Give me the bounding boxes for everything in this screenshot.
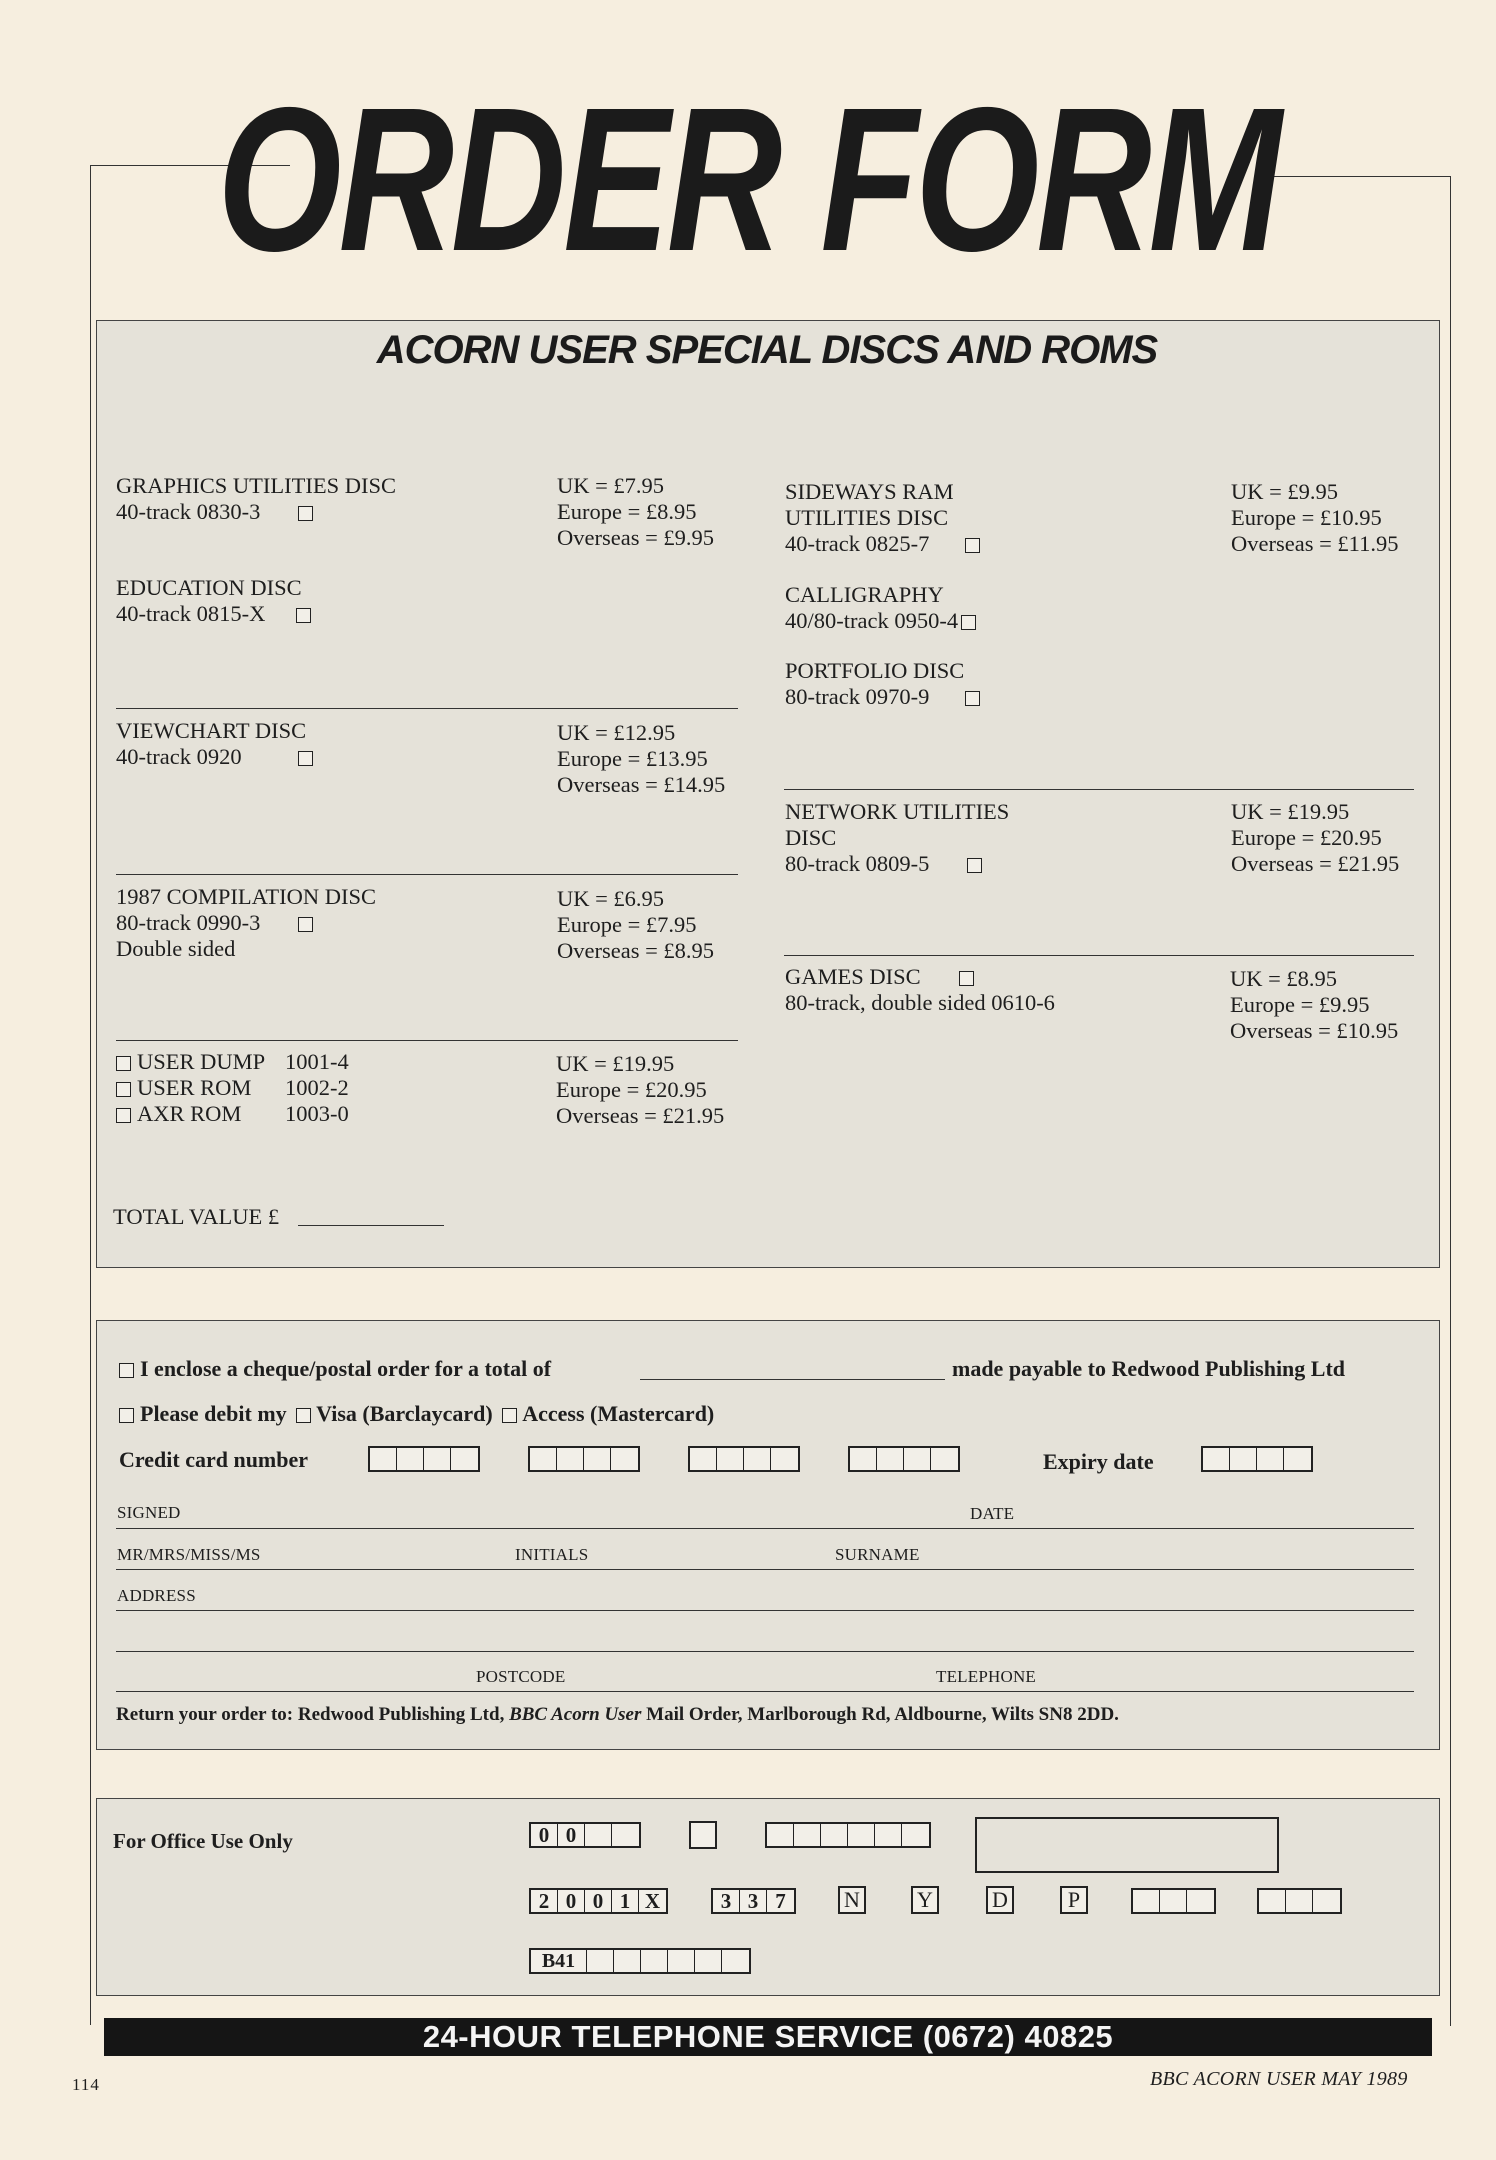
compilation-checkbox[interactable] — [298, 917, 313, 932]
initials-label: INITIALS — [515, 1545, 589, 1564]
card-number-group-2[interactable] — [528, 1446, 640, 1472]
total-value-field[interactable] — [298, 1225, 444, 1226]
education-checkbox[interactable] — [296, 608, 311, 623]
product-code: 80-track 0970-9 — [785, 684, 930, 709]
games-checkbox[interactable] — [959, 971, 974, 986]
price-overseas: Overseas = £10.95 — [1230, 1018, 1399, 1043]
product-viewchart — [116, 718, 313, 770]
product-name: GAMES DISC — [785, 964, 921, 989]
price-uk: UK = £19.95 — [1231, 799, 1350, 824]
frame-right — [1450, 176, 1451, 2026]
office-cell: 3 — [713, 1890, 740, 1912]
price-overseas: Overseas = £21.95 — [556, 1103, 725, 1128]
office-cell: 0 — [531, 1824, 558, 1846]
card-number-group-3[interactable] — [688, 1446, 800, 1472]
product-name: 1987 COMPILATION DISC — [116, 884, 377, 909]
product-code: 40/80-track 0950-4 — [785, 608, 959, 633]
product-name-line2: UTILITIES DISC — [785, 505, 949, 530]
access-checkbox[interactable] — [502, 1408, 517, 1423]
price-europe: Europe = £9.95 — [1230, 992, 1370, 1017]
axr-rom-checkbox[interactable] — [116, 1108, 131, 1123]
product-code: 80-track 0809-5 — [785, 851, 930, 876]
cheque-checkbox[interactable] — [119, 1363, 134, 1378]
office-code-5[interactable] — [1131, 1888, 1216, 1914]
graphics-prices — [557, 473, 714, 551]
rom-code: 1003-0 — [285, 1101, 349, 1126]
product-name-line1: SIDEWAYS RAM — [785, 479, 954, 504]
office-code-6[interactable] — [1257, 1888, 1342, 1914]
signature-line[interactable] — [116, 1528, 1414, 1529]
postcode-telephone-line[interactable] — [116, 1691, 1414, 1692]
price-europe: Europe = £8.95 — [557, 499, 697, 524]
compilation-prices — [557, 886, 714, 964]
product-name-line1: NETWORK UTILITIES — [785, 799, 1010, 824]
calligraphy-checkbox[interactable] — [961, 615, 976, 630]
product-graphics — [116, 473, 396, 525]
product-name: GRAPHICS UTILITIES DISC — [116, 473, 397, 498]
page-title: ORDER FORM — [217, 65, 1279, 294]
card-number-group-1[interactable] — [368, 1446, 480, 1472]
product-education — [116, 575, 311, 627]
surname-label: SURNAME — [835, 1545, 920, 1564]
expiry-label: Expiry date — [1043, 1449, 1154, 1474]
address-line-2[interactable] — [116, 1651, 1414, 1652]
office-cell: 2 — [531, 1890, 558, 1912]
product-name: EDUCATION DISC — [116, 575, 302, 600]
expiry-date-field[interactable] — [1201, 1446, 1313, 1472]
access-label: Access (Mastercard) — [522, 1401, 715, 1426]
card-number-group-4[interactable] — [848, 1446, 960, 1472]
office-code-2[interactable] — [765, 1822, 931, 1848]
product-name: VIEWCHART DISC — [116, 718, 307, 743]
rom-name: USER DUMP — [137, 1049, 266, 1074]
office-large-box[interactable] — [975, 1817, 1279, 1873]
office-cell: 0 — [558, 1824, 585, 1846]
viewchart-prices — [557, 720, 725, 798]
visa-checkbox[interactable] — [296, 1408, 311, 1423]
return-address — [116, 1704, 1119, 1726]
office-cell: 3 — [740, 1890, 767, 1912]
product-name-line2: DISC — [785, 825, 837, 850]
rom-name: AXR ROM — [137, 1101, 242, 1126]
rom-code: 1002-2 — [285, 1075, 349, 1100]
total-value-label: TOTAL VALUE £ — [113, 1204, 280, 1229]
price-overseas: Overseas = £14.95 — [557, 772, 726, 797]
product-code: 40-track 0825-7 — [785, 531, 930, 556]
price-overseas: Overseas = £11.95 — [1231, 531, 1399, 556]
debit-row — [119, 1401, 714, 1427]
cheque-row — [119, 1356, 551, 1382]
price-europe: Europe = £20.95 — [1231, 825, 1382, 850]
price-uk: UK = £9.95 — [1231, 479, 1339, 504]
rom-code: 1001-4 — [285, 1049, 349, 1074]
price-europe: Europe = £7.95 — [557, 912, 697, 937]
cheque-label: I enclose a cheque/postal order for a total of — [140, 1356, 552, 1381]
price-uk: UK = £19.95 — [556, 1051, 675, 1076]
price-overseas: Overseas = £21.95 — [1231, 851, 1400, 876]
debit-checkbox[interactable] — [119, 1408, 134, 1423]
product-code: 80-track, double sided 0610-6 — [785, 990, 1055, 1015]
office-cell: B41 — [531, 1950, 587, 1972]
debit-label: Please debit my — [140, 1401, 287, 1426]
office-code-3[interactable] — [529, 1888, 668, 1914]
product-name: CALLIGRAPHY — [785, 582, 944, 607]
telephone-label: TELEPHONE — [936, 1667, 1037, 1686]
product-roms — [116, 1049, 349, 1127]
price-europe: Europe = £20.95 — [556, 1077, 707, 1102]
price-europe: Europe = £13.95 — [557, 746, 708, 771]
section-heading: ACORN USER SPECIAL DISCS AND ROMS — [376, 328, 1158, 372]
portfolio-checkbox[interactable] — [965, 691, 980, 706]
product-network — [785, 799, 1009, 877]
user-rom-checkbox[interactable] — [116, 1082, 131, 1097]
return-prefix: Return your order to: Redwood Publishing Ltd, — [116, 1704, 510, 1725]
office-code-4[interactable] — [711, 1888, 796, 1914]
visa-label: Visa (Barclaycard) — [316, 1401, 493, 1426]
product-name: PORTFOLIO DISC — [785, 658, 965, 683]
product-code: 40-track 0920 — [116, 744, 242, 769]
product-note: Double sided — [116, 936, 236, 961]
sideways-prices — [1231, 479, 1398, 557]
return-suffix: Mail Order, Marlborough Rd, Aldbourne, Wilts SN8 2DD. — [641, 1704, 1119, 1725]
office-code-1[interactable] — [529, 1822, 641, 1848]
return-magazine: BBC Acorn User — [509, 1704, 642, 1725]
office-code-7[interactable] — [529, 1948, 751, 1974]
telephone-service-bar: 24-HOUR TELEPHONE SERVICE (0672) 40825 — [104, 2018, 1432, 2056]
user-dump-checkbox[interactable] — [116, 1056, 131, 1071]
address-line-1[interactable] — [116, 1610, 1414, 1611]
office-letter-n[interactable]: N — [838, 1886, 866, 1914]
roms-prices — [556, 1051, 724, 1129]
product-portfolio — [785, 658, 980, 710]
office-cell: 7 — [775, 1889, 786, 1913]
product-code: 40-track 0830-3 — [116, 499, 261, 524]
product-games — [785, 964, 1055, 1016]
network-prices — [1231, 799, 1399, 877]
viewchart-checkbox[interactable] — [298, 751, 313, 766]
office-cell: 0 — [585, 1890, 612, 1912]
magazine-footer: BBC ACORN USER MAY 1989 — [1150, 2068, 1408, 2090]
price-uk: UK = £8.95 — [1230, 966, 1338, 991]
office-letter-d[interactable]: D — [986, 1886, 1014, 1914]
divider — [116, 708, 738, 709]
signed-label: SIGNED — [117, 1503, 181, 1522]
price-overseas: Overseas = £9.95 — [557, 525, 715, 550]
product-compilation — [116, 884, 376, 962]
divider — [784, 955, 1414, 956]
divider — [116, 1040, 738, 1041]
postcode-label: POSTCODE — [476, 1667, 566, 1686]
divider — [116, 874, 738, 875]
network-checkbox[interactable] — [967, 858, 982, 873]
price-overseas: Overseas = £8.95 — [557, 938, 715, 963]
cheque-payee: made payable to Redwood Publishing Ltd — [952, 1356, 1346, 1381]
address-label: ADDRESS — [117, 1586, 196, 1605]
office-use-label: For Office Use Only — [113, 1829, 293, 1853]
card-number-label: Credit card number — [119, 1447, 309, 1472]
office-box[interactable] — [689, 1821, 717, 1849]
sideways-checkbox[interactable] — [965, 538, 980, 553]
divider — [784, 789, 1414, 790]
office-cell: 1 — [612, 1890, 639, 1912]
title-label: MR/MRS/MISS/MS — [117, 1545, 261, 1564]
price-europe: Europe = £10.95 — [1231, 505, 1382, 530]
date-label: DATE — [970, 1504, 1015, 1523]
price-uk: UK = £6.95 — [557, 886, 665, 911]
price-uk: UK = £12.95 — [557, 720, 676, 745]
graphics-checkbox[interactable] — [298, 506, 313, 521]
product-code: 80-track 0990-3 — [116, 910, 261, 935]
product-calligraphy — [785, 582, 976, 634]
frame-left — [90, 165, 91, 2025]
page-number: 114 — [72, 2075, 100, 2094]
product-code: 40-track 0815-X — [116, 601, 266, 626]
rom-name: USER ROM — [137, 1075, 252, 1100]
office-cell: X — [644, 1889, 661, 1913]
price-uk: UK = £7.95 — [557, 473, 665, 498]
office-letter-y[interactable]: Y — [911, 1886, 939, 1914]
payment-panel — [96, 1320, 1440, 1750]
cheque-total-field[interactable] — [640, 1379, 945, 1380]
office-letter-p[interactable]: P — [1060, 1886, 1088, 1914]
games-prices — [1230, 966, 1398, 1044]
product-sideways — [785, 479, 980, 557]
office-cell: 0 — [558, 1890, 585, 1912]
name-line[interactable] — [116, 1569, 1414, 1570]
